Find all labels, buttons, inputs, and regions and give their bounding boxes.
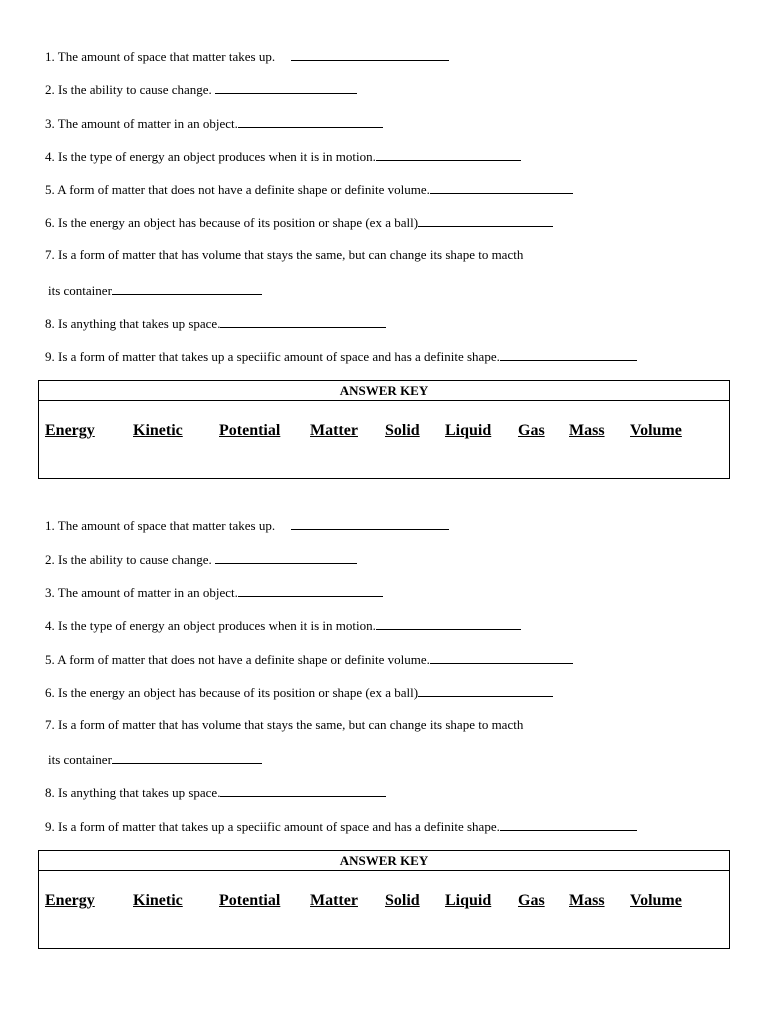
question-2: 2. Is the ability to cause change. (45, 81, 357, 98)
question-6: 6. Is the energy an object has because of its position or shape (ex a ball) (45, 214, 553, 231)
term-solid: Solid (385, 422, 420, 439)
term-kinetic: Kinetic (133, 892, 183, 909)
question-1: 1. The amount of space that matter takes up. (45, 517, 449, 534)
term-liquid: Liquid (445, 422, 492, 439)
answer-blank-5[interactable] (430, 651, 573, 664)
question-4: 4. Is the type of energy an object produces when it is in motion. (45, 617, 521, 634)
term-energy: Energy (45, 892, 95, 909)
question-9: 9. Is a form of matter that takes up a speciific amount of space and has a definite shape. (45, 348, 637, 365)
question-8: 8. Is anything that takes up space. (45, 315, 386, 332)
term-liquid: Liquid (445, 892, 492, 909)
question-7: 7. Is a form of matter that has volume that stays the same, but can change its shape to macth (45, 247, 524, 262)
question-8: 8. Is anything that takes up space. (45, 784, 386, 801)
question-7-continued: its container (48, 751, 262, 768)
question-3: 3. The amount of matter in an object. (45, 115, 383, 132)
question-5: 5. A form of matter that does not have a definite shape or definite volume. (45, 181, 573, 198)
answer-key-box (38, 850, 730, 949)
question-7-continued: its container (48, 282, 262, 299)
term-mass: Mass (569, 422, 605, 439)
question-4: 4. Is the type of energy an object produces when it is in motion. (45, 148, 521, 165)
answer-blank-6[interactable] (418, 214, 553, 227)
answer-key-box (38, 380, 730, 479)
answer-blank-7[interactable] (112, 282, 262, 295)
answer-key-title: ANSWER KEY (39, 381, 729, 401)
answer-blank-8[interactable] (220, 784, 386, 797)
answer-blank-9[interactable] (500, 348, 637, 361)
question-7: 7. Is a form of matter that has volume that stays the same, but can change its shape to macth (45, 717, 524, 732)
term-matter: Matter (310, 892, 358, 909)
term-volume: Volume (630, 892, 682, 909)
question-9: 9. Is a form of matter that takes up a speciific amount of space and has a definite shape. (45, 818, 637, 835)
answer-key-title: ANSWER KEY (39, 851, 729, 871)
answer-blank-4[interactable] (376, 617, 521, 630)
term-matter: Matter (310, 422, 358, 439)
term-mass: Mass (569, 892, 605, 909)
answer-blank-5[interactable] (430, 181, 573, 194)
term-kinetic: Kinetic (133, 422, 183, 439)
term-gas: Gas (518, 892, 545, 909)
answer-blank-8[interactable] (220, 315, 386, 328)
answer-blank-1[interactable] (291, 517, 449, 530)
answer-blank-7[interactable] (112, 751, 262, 764)
term-solid: Solid (385, 892, 420, 909)
term-potential: Potential (219, 892, 281, 909)
term-potential: Potential (219, 422, 281, 439)
answer-blank-4[interactable] (376, 148, 521, 161)
term-gas: Gas (518, 422, 545, 439)
question-2: 2. Is the ability to cause change. (45, 551, 357, 568)
question-6: 6. Is the energy an object has because of its position or shape (ex a ball) (45, 684, 553, 701)
answer-blank-2[interactable] (215, 81, 357, 94)
answer-blank-3[interactable] (238, 115, 383, 128)
answer-blank-1[interactable] (291, 48, 449, 61)
term-volume: Volume (630, 422, 682, 439)
question-5: 5. A form of matter that does not have a definite shape or definite volume. (45, 651, 573, 668)
answer-blank-9[interactable] (500, 818, 637, 831)
answer-blank-2[interactable] (215, 551, 357, 564)
question-3: 3. The amount of matter in an object. (45, 584, 383, 601)
term-energy: Energy (45, 422, 95, 439)
question-1: 1. The amount of space that matter takes up. (45, 48, 449, 65)
answer-blank-3[interactable] (238, 584, 383, 597)
answer-blank-6[interactable] (418, 684, 553, 697)
